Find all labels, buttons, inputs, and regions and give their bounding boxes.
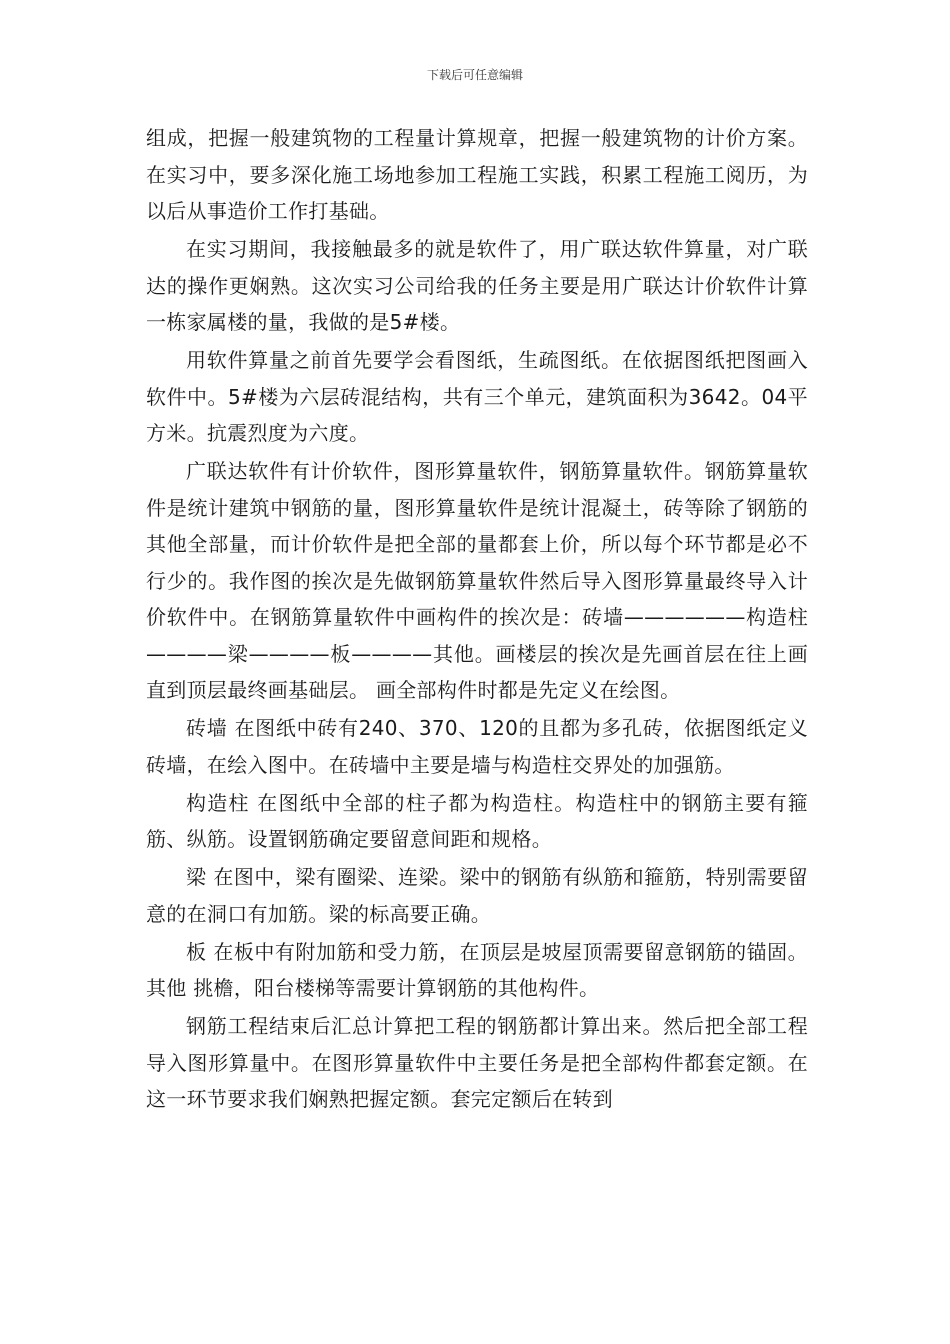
document-body [146, 120, 808, 1119]
paragraph-7: 梁 在图中，梁有圈梁、连梁。梁中的钢筋有纵筋和箍筋，特别需要留意的在洞口有加筋。梁的标高要正确。 [146, 865, 808, 926]
paragraph-8: 板 在板中有附加筋和受力筋，在顶层是坡屋顶需要留意钢筋的锚固。 其他 挑檐，阳台楼梯等需要计算钢筋的其他构件。 [146, 939, 808, 1000]
paragraph-5: 砖墙 在图纸中砖有240、370、120的且都为多孔砖，依据图纸定义砖墙，在绘入图中。在砖墙中主要是墙与构造柱交界处的加强筋。 [146, 716, 808, 777]
paragraph-3: 用软件算量之前首先要学会看图纸，生疏图纸。在依据图纸把图画入软件中。5#楼为六层砖混结构，共有三个单元，建筑面积为3642。04平方米。抗震烈度为六度。 [146, 348, 808, 445]
paragraph-4: 广联达软件有计价软件，图形算量软件，钢筋算量软件。钢筋算量软件是统计建筑中钢筋的量，图形算量软件是统计混凝土，砖等除了钢筋的其他全部量，而计价软件是把全部的量都套上价，所以每个环节都是必不行少的。我作图的挨次是先做钢筋算量软件然后导入图形算量最终导入计价软件中。在钢筋算量软件中画构件的挨次是：砖墙——————构造柱————梁————板————其他。画楼层的挨次是先画首层在往上画直到顶层最终画基础层。 画全部构件时都是先定义在绘图。 [146, 459, 808, 702]
paragraph-9: 钢筋工程结束后汇总计算把工程的钢筋都计算出来。然后把全部工程导入图形算量中。在图形算量软件中主要任务是把全部构件都套定额。在这一环节要求我们娴熟把握定额。套完定额后在转到 [146, 1014, 808, 1111]
page-header: 下载后可任意编辑 [426, 68, 523, 82]
paragraph-1: 组成，把握一般建筑物的工程量计算规章，把握一般建筑物的计价方案。在实习中，要多深化施工场地参加工程施工实践，积累工程施工阅历，为以后从事造价工作打基础。 [146, 126, 808, 223]
paragraph-2: 在实习期间，我接触最多的就是软件了，用广联达软件算量，对广联达的操作更娴熟。这次实习公司给我的任务主要是用广联达计价软件计算一栋家属楼的量，我做的是5#楼。 [146, 237, 808, 334]
paragraph-6: 构造柱 在图纸中全部的柱子都为构造柱。构造柱中的钢筋主要有箍筋、纵筋。设置钢筋确定要留意间距和规格。 [146, 790, 808, 851]
